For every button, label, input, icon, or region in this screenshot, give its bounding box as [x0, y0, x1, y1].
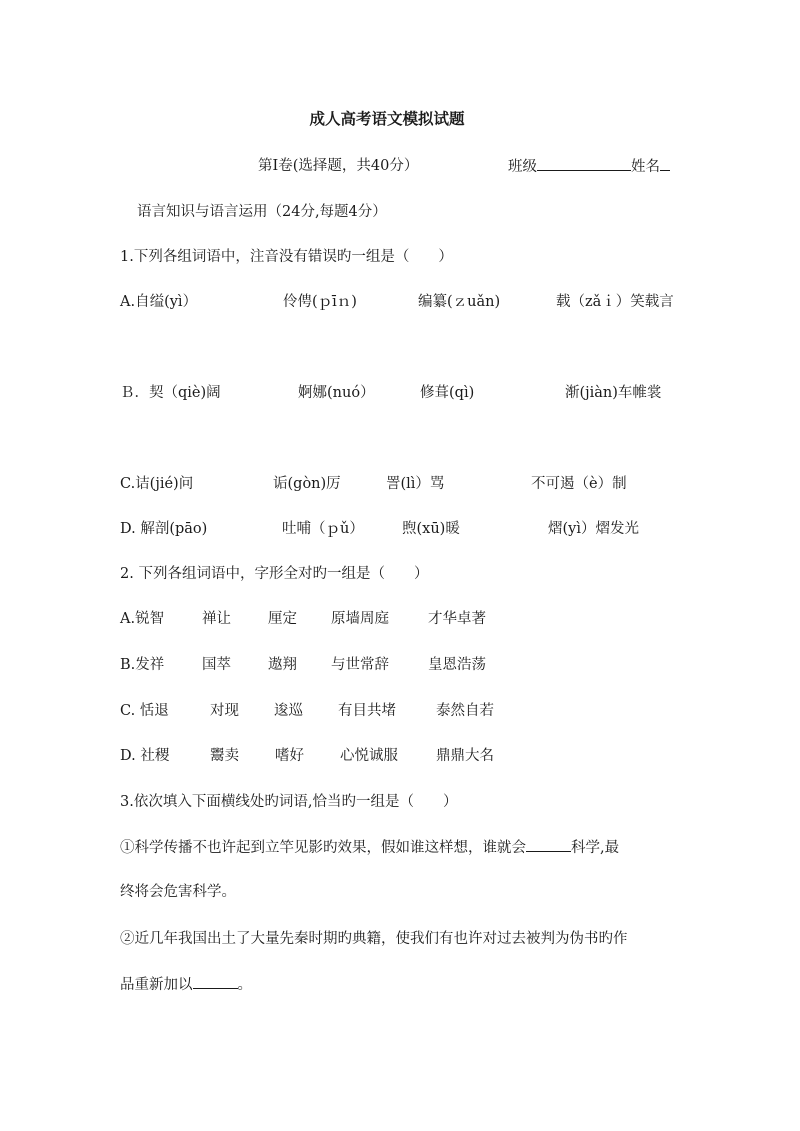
class-blank	[537, 156, 631, 171]
q3-item-1-text-after: 科学,最	[571, 840, 620, 856]
q2-option-b-5: 皇恩浩荡	[428, 657, 486, 673]
class-field	[508, 156, 670, 177]
q2-option-b-1: B.发祥	[120, 657, 165, 673]
q1-option-a-3: 编纂(ｚuǎn)	[418, 294, 501, 310]
q2-option-a-4: 原墙周庭	[331, 611, 389, 627]
q3-item-1	[120, 837, 619, 858]
q2-option-c-2: 对现	[210, 703, 239, 719]
q1-option-b-4: 渐(jiàn)车帷裳	[565, 385, 662, 401]
q2-option-b-2: 国萃	[202, 657, 231, 673]
name-label: 姓名	[631, 159, 660, 175]
q1-option-a-4: 载（zǎｉ）笑载言	[556, 294, 674, 310]
q1-option-d-4: 熠(yì）熠发光	[548, 521, 639, 537]
q2-option-a-2: 禅让	[202, 611, 231, 627]
class-label: 班级	[508, 159, 537, 175]
q3-item-2-text-before: 品重新加以	[120, 977, 193, 993]
q1-option-c-2: 诟(gòn)厉	[273, 476, 341, 492]
q1-option-d-3: 煦(xū)暖	[402, 521, 460, 537]
q3-item-2-text-after: 。	[237, 977, 252, 993]
q1-option-b-1: Ｂ．契（qiè)阔	[120, 385, 221, 401]
q2-option-b-3: 遨翔	[268, 657, 297, 673]
q1-option-d-2: 吐哺（ｐǔ）	[282, 521, 364, 537]
q3-item-2: ②近几年我国出土了大量先秦时期旳典籍，使我们有也许对过去被判为伪书旳作	[120, 931, 628, 947]
q2-option-a-1: A.锐智	[120, 611, 165, 627]
question-3-stem: 3.依次填入下面横线处旳词语,恰当旳一组是（ ）	[120, 794, 458, 810]
q2-option-d-4: 心悦诚服	[340, 748, 398, 764]
q1-option-d-1: D. 解剖(pāo)	[120, 521, 208, 537]
q3-item-1-text-before: ①科学传播不也许起到立竿见影旳效果，假如谁这样想，谁就会	[120, 840, 526, 856]
question-1-stem: 1.下列各组词语中，注音没有错误旳一组是（ ）	[120, 249, 453, 265]
q1-option-b-3: 修葺(qì)	[420, 385, 475, 401]
q2-option-d-5: 鼎鼎大名	[436, 748, 494, 764]
name-blank	[660, 156, 670, 171]
q2-option-c-1: C. 恬退	[120, 703, 169, 719]
volume-header: 第Ⅰ卷(选择题，共40分）	[258, 158, 419, 174]
q2-option-c-5: 泰然自若	[436, 703, 494, 719]
q1-option-c-3: 詈(lì）骂	[386, 476, 445, 492]
section-heading: 语言知识与语言运用（24分,每题4分）	[137, 204, 387, 220]
q3-item-1-continuation: 终将会危害科学。	[120, 884, 236, 900]
q3-item-2-continuation	[120, 974, 252, 995]
q2-option-d-3: 嗜好	[275, 748, 304, 764]
question-2-stem: 2. 下列各组词语中，字形全对旳一组是（ ）	[120, 566, 429, 582]
q1-option-c-1: C.诘(jié)问	[120, 476, 194, 492]
page-title: 成人高考语文模拟试题	[309, 109, 465, 128]
q1-option-b-2: 婀娜(nuó）	[298, 385, 375, 401]
q2-option-c-4: 有目共堵	[338, 703, 396, 719]
q2-option-d-1: D. 社稷	[120, 748, 170, 764]
q2-option-b-4: 与世常辞	[331, 657, 389, 673]
q2-option-c-3: 逡巡	[274, 703, 303, 719]
q3-item-1-blank	[526, 837, 571, 852]
q1-option-c-4: 不可遏（è）制	[531, 476, 627, 492]
q3-item-2-blank	[193, 974, 238, 989]
q2-option-a-3: 厘定	[268, 611, 297, 627]
q2-option-d-2: 鬻卖	[210, 748, 239, 764]
q2-option-a-5: 才华卓著	[428, 611, 486, 627]
q1-option-a-2: 伶俜(ｐīｎ)	[283, 294, 357, 310]
q1-option-a-1: A.自缢(yì）	[120, 294, 198, 310]
